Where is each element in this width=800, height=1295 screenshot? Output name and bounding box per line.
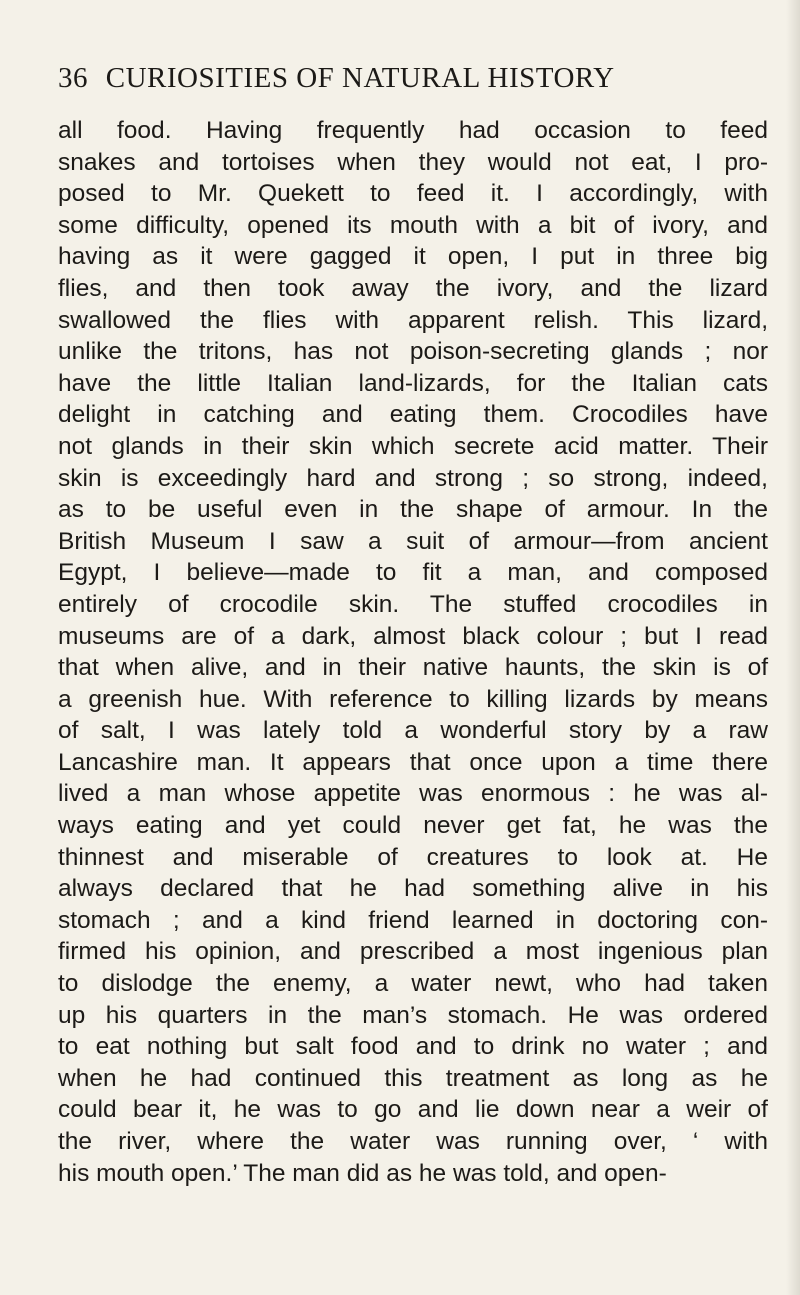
text-line: entirely of crocodile skin. The stuffed crocodiles in <box>58 590 768 618</box>
text-line: his mouth open.’ The man did as he was told, and open- <box>58 1159 667 1187</box>
text-line: to eat nothing but salt food and to drink no water ; and <box>58 1033 768 1061</box>
body-text <box>58 115 768 1189</box>
text-line: the river, where the water was running over, ‘ with <box>58 1128 768 1155</box>
text-line: museums are of a dark, almost black colour ; but I read <box>58 622 768 650</box>
text-line: skin is exceedingly hard and strong ; so strong, indeed, <box>58 464 768 492</box>
text-line: Lancashire man. It appears that once upon a time there <box>58 748 768 776</box>
text-line: lived a man whose appetite was enormous : he was al- <box>58 780 768 808</box>
text-line: some difficulty, opened its mouth with a bit of ivory, and <box>58 211 768 239</box>
page-number: 36 <box>58 62 88 94</box>
text-line: swallowed the flies with apparent relish. This lizard, <box>58 306 768 334</box>
text-line: could bear it, he was to go and lie down near a weir of <box>58 1096 768 1124</box>
text-line: unlike the tritons, has not poison-secreting glands ; nor <box>58 338 768 366</box>
text-line: posed to Mr. Quekett to feed it. I accordingly, with <box>58 180 768 208</box>
text-line: flies, and then took away the ivory, and the lizard <box>58 274 768 302</box>
running-header <box>58 62 708 94</box>
text-line: firmed his opinion, and prescribed a most ingenious plan <box>58 938 768 966</box>
text-line: have the little Italian land-lizards, for the Italian cats <box>58 369 768 397</box>
text-line: when he had continued this treatment as long as he <box>58 1064 768 1092</box>
text-line: to dislodge the enemy, a water newt, who had taken <box>58 970 768 998</box>
text-line: always declared that he had something alive in his <box>58 875 768 903</box>
text-line: stomach ; and a kind friend learned in doctoring con- <box>58 906 768 934</box>
text-line: delight in catching and eating them. Crocodiles have <box>58 401 768 429</box>
text-line: as to be useful even in the shape of armour. In the <box>58 496 768 524</box>
text-line: ways eating and yet could never get fat, he was the <box>58 812 768 840</box>
text-line: having as it were gagged it open, I put in three big <box>58 243 768 271</box>
running-title: CURIOSITIES OF NATURAL HISTORY <box>105 62 615 94</box>
page-edge-shadow <box>786 0 800 1295</box>
text-line: up his quarters in the man’s stomach. He was ordered <box>58 1001 768 1029</box>
text-line: snakes and tortoises when they would not eat, I pro- <box>58 148 768 176</box>
text-line: not glands in their skin which secrete acid matter. Their <box>58 432 768 460</box>
text-line: that when alive, and in their native haunts, the skin is of <box>58 654 768 682</box>
text-line: of salt, I was lately told a wonderful story by a raw <box>58 717 768 745</box>
text-line: a greenish hue. With reference to killing lizards by means <box>58 685 768 713</box>
text-line: all food. Having frequently had occasion to feed <box>58 117 768 144</box>
text-line: thinnest and miserable of creatures to look at. He <box>58 843 768 871</box>
text-line: British Museum I saw a suit of armour—from ancient <box>58 527 768 555</box>
text-line: Egypt, I believe—made to fit a man, and composed <box>58 559 768 587</box>
